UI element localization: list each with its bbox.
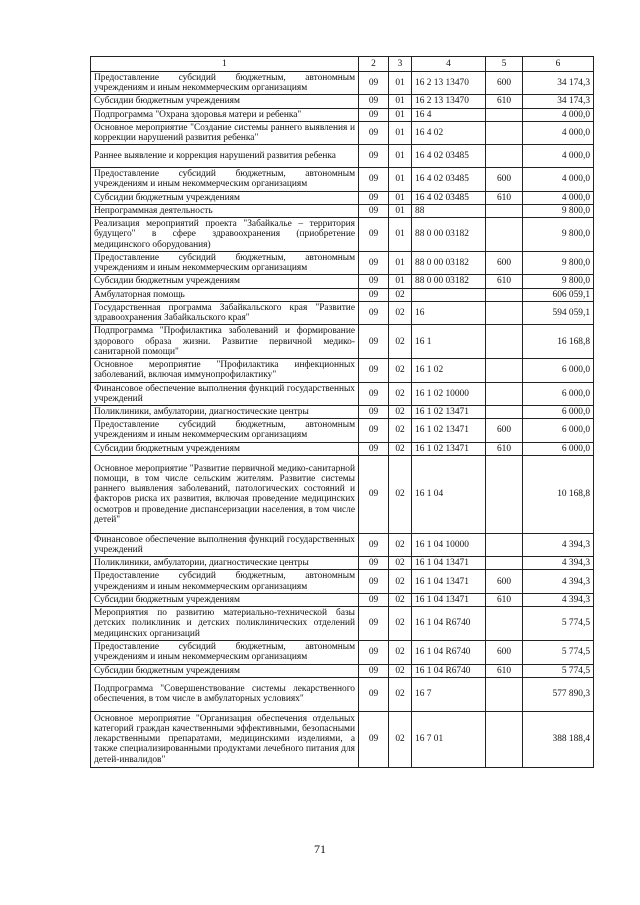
row-amount: 388 188,4 (523, 711, 594, 767)
row-target-article: 16 4 02 (412, 121, 486, 144)
row-expense-type: 600 (486, 570, 523, 593)
column-header-4: 4 (412, 57, 486, 72)
row-expense-type: 610 (486, 95, 523, 108)
budget-table (90, 56, 594, 768)
row-amount: 5 774,5 (523, 664, 594, 677)
row-expense-type (486, 533, 523, 556)
table-row (91, 108, 594, 121)
row-expense-type (486, 677, 523, 711)
table-row (91, 382, 594, 405)
table-row (91, 204, 594, 217)
row-expense-type (486, 145, 523, 168)
row-section-code: 09 (359, 664, 389, 677)
row-amount: 4 000,0 (523, 191, 594, 204)
row-subsection-code: 02 (389, 442, 412, 455)
row-expense-type (486, 218, 523, 252)
table-row (91, 419, 594, 442)
row-subsection-code: 01 (389, 108, 412, 121)
row-subsection-code: 02 (389, 382, 412, 405)
row-description: Субсидии бюджетным учреждениям (91, 664, 359, 677)
row-amount: 6 000,0 (523, 442, 594, 455)
row-expense-type (486, 359, 523, 382)
row-description: Предоставление субсидий бюджетным, автономным учреждениям и иным некоммерческим организациям (91, 168, 359, 191)
row-section-code: 09 (359, 359, 389, 382)
row-amount: 4 000,0 (523, 145, 594, 168)
row-amount: 5 774,5 (523, 641, 594, 664)
row-subsection-code: 02 (389, 325, 412, 359)
row-amount: 9 800,0 (523, 252, 594, 275)
row-target-article: 16 1 04 (412, 455, 486, 533)
row-expense-type (486, 121, 523, 144)
row-amount: 10 168,8 (523, 455, 594, 533)
row-section-code: 09 (359, 275, 389, 288)
row-amount: 4 394,3 (523, 557, 594, 570)
row-description: Предоставление субсидий бюджетным, автономным учреждениям и иным некоммерческим организациям (91, 72, 359, 95)
row-expense-type: 600 (486, 641, 523, 664)
row-expense-type (486, 607, 523, 641)
row-amount: 16 168,8 (523, 325, 594, 359)
row-target-article: 16 4 02 03485 (412, 145, 486, 168)
row-description: Субсидии бюджетным учреждениям (91, 191, 359, 204)
row-expense-type: 610 (486, 664, 523, 677)
table-row (91, 168, 594, 191)
table-row (91, 533, 594, 556)
row-section-code: 09 (359, 641, 389, 664)
row-amount: 9 800,0 (523, 218, 594, 252)
row-expense-type: 600 (486, 72, 523, 95)
row-section-code: 09 (359, 301, 389, 324)
row-description: Субсидии бюджетным учреждениям (91, 275, 359, 288)
row-description: Предоставление субсидий бюджетным, автономным учреждениям и иным некоммерческим организациям (91, 419, 359, 442)
row-target-article: 16 2 13 13470 (412, 95, 486, 108)
row-subsection-code: 02 (389, 711, 412, 767)
row-target-article: 16 1 (412, 325, 486, 359)
table-row (91, 557, 594, 570)
table-row (91, 711, 594, 767)
table-row (91, 288, 594, 301)
row-amount: 606 059,1 (523, 288, 594, 301)
table-row (91, 677, 594, 711)
row-description: Амбулаторная помощь (91, 288, 359, 301)
row-amount: 6 000,0 (523, 406, 594, 419)
row-section-code: 09 (359, 218, 389, 252)
row-description: Подпрограмма "Профилактика заболеваний и формирование здорового образа жизни. Развитие первичной медико-санитарной помощи" (91, 325, 359, 359)
row-target-article: 16 1 04 R6740 (412, 607, 486, 641)
row-description: Основное мероприятие "Развитие первичной медико-санитарной помощи, в том числе сельским жителям. Развитие системы раннего выявления заболеваний, патологических состояний и факторов риска их развития, включая проведение медицинских осмотров и проведение диспансеризации населения, в том числе детей" (91, 455, 359, 533)
row-subsection-code: 01 (389, 168, 412, 191)
row-expense-type: 610 (486, 191, 523, 204)
row-description: Государственная программа Забайкальского края "Развитие здравоохранения Забайкальского края" (91, 301, 359, 324)
row-subsection-code: 02 (389, 677, 412, 711)
row-expense-type (486, 711, 523, 767)
row-amount: 4 394,3 (523, 533, 594, 556)
row-target-article: 16 7 01 (412, 711, 486, 767)
row-amount: 6 000,0 (523, 419, 594, 442)
row-section-code: 09 (359, 252, 389, 275)
row-amount: 6 000,0 (523, 359, 594, 382)
column-header-5: 5 (486, 57, 523, 72)
row-description: Субсидии бюджетным учреждениям (91, 95, 359, 108)
row-target-article: 16 1 02 (412, 359, 486, 382)
row-section-code: 09 (359, 108, 389, 121)
table-row (91, 191, 594, 204)
table-row (91, 325, 594, 359)
row-section-code: 09 (359, 72, 389, 95)
row-target-article: 16 1 02 10000 (412, 382, 486, 405)
row-target-article: 16 1 04 13471 (412, 557, 486, 570)
row-target-article: 88 0 00 03182 (412, 252, 486, 275)
row-amount: 5 774,5 (523, 607, 594, 641)
table-row (91, 359, 594, 382)
row-amount: 594 059,1 (523, 301, 594, 324)
row-expense-type (486, 204, 523, 217)
row-section-code: 09 (359, 711, 389, 767)
row-expense-type: 600 (486, 419, 523, 442)
table-row (91, 218, 594, 252)
row-target-article: 16 1 02 13471 (412, 442, 486, 455)
row-description: Субсидии бюджетным учреждениям (91, 442, 359, 455)
row-target-article (412, 288, 486, 301)
row-expense-type: 610 (486, 593, 523, 606)
row-subsection-code: 01 (389, 191, 412, 204)
row-description: Финансовое обеспечение выполнения функций государственных учреждений (91, 382, 359, 405)
row-expense-type (486, 455, 523, 533)
row-section-code: 09 (359, 288, 389, 301)
table-row (91, 593, 594, 606)
row-section-code: 09 (359, 455, 389, 533)
row-section-code: 09 (359, 607, 389, 641)
row-description: Непрограммная деятельность (91, 204, 359, 217)
row-target-article: 88 0 00 03182 (412, 218, 486, 252)
row-description: Поликлиники, амбулатории, диагностические центры (91, 406, 359, 419)
row-description: Поликлиники, амбулатории, диагностические центры (91, 557, 359, 570)
row-target-article: 16 1 04 R6740 (412, 641, 486, 664)
row-section-code: 09 (359, 570, 389, 593)
table-row (91, 121, 594, 144)
row-description: Предоставление субсидий бюджетным, автономным учреждениям и иным некоммерческим организациям (91, 252, 359, 275)
row-subsection-code: 01 (389, 72, 412, 95)
row-amount: 577 890,3 (523, 677, 594, 711)
table-row (91, 145, 594, 168)
row-description: Субсидии бюджетным учреждениям (91, 593, 359, 606)
row-subsection-code: 01 (389, 218, 412, 252)
row-section-code: 09 (359, 168, 389, 191)
row-description: Предоставление субсидий бюджетным, автономным учреждениям и иным некоммерческим организациям (91, 641, 359, 664)
row-subsection-code: 02 (389, 593, 412, 606)
row-subsection-code: 02 (389, 664, 412, 677)
row-expense-type: 610 (486, 442, 523, 455)
row-amount: 34 174,3 (523, 72, 594, 95)
row-target-article: 16 1 04 13471 (412, 593, 486, 606)
row-expense-type (486, 406, 523, 419)
row-subsection-code: 02 (389, 557, 412, 570)
column-header-6: 6 (523, 57, 594, 72)
row-subsection-code: 01 (389, 95, 412, 108)
row-expense-type (486, 382, 523, 405)
row-description: Предоставление субсидий бюджетным, автономным учреждениям и иным некоммерческим организациям (91, 570, 359, 593)
table-row (91, 607, 594, 641)
table-row (91, 455, 594, 533)
row-section-code: 09 (359, 557, 389, 570)
row-subsection-code: 02 (389, 533, 412, 556)
table-row (91, 72, 594, 95)
row-section-code: 09 (359, 204, 389, 217)
table-row (91, 95, 594, 108)
row-subsection-code: 01 (389, 121, 412, 144)
column-header-2: 2 (359, 57, 389, 72)
row-target-article: 88 0 00 03182 (412, 275, 486, 288)
row-target-article: 16 1 04 10000 (412, 533, 486, 556)
row-expense-type (486, 301, 523, 324)
row-target-article: 16 4 02 03485 (412, 191, 486, 204)
row-amount: 34 174,3 (523, 95, 594, 108)
column-header-1: 1 (91, 57, 359, 72)
table-row (91, 275, 594, 288)
row-amount: 4 000,0 (523, 108, 594, 121)
column-header-3: 3 (389, 57, 412, 72)
row-section-code: 09 (359, 533, 389, 556)
row-subsection-code: 02 (389, 301, 412, 324)
table-row (91, 252, 594, 275)
row-expense-type (486, 325, 523, 359)
row-description: Финансовое обеспечение выполнения функций государственных учреждений (91, 533, 359, 556)
row-section-code: 09 (359, 191, 389, 204)
row-subsection-code: 01 (389, 252, 412, 275)
row-expense-type: 610 (486, 275, 523, 288)
row-target-article: 16 4 (412, 108, 486, 121)
row-subsection-code: 02 (389, 419, 412, 442)
table-row (91, 301, 594, 324)
row-subsection-code: 01 (389, 204, 412, 217)
row-description: Подпрограмма "Совершенствование системы лекарственного обеспечения, в том числе в амбулаторных условиях" (91, 677, 359, 711)
row-description: Подпрограмма "Охрана здоровья матери и ребенка" (91, 108, 359, 121)
row-description: Основное мероприятие "Организация обеспечения отдельных категорий граждан качественными эффективными, безопасными лекарственными препаратами, медицинскими изделиями, а также специализированными продуктами лечебного питания для детей-инвалидов" (91, 711, 359, 767)
row-amount: 4 394,3 (523, 570, 594, 593)
row-subsection-code: 02 (389, 455, 412, 533)
row-target-article: 88 (412, 204, 486, 217)
row-expense-type: 600 (486, 252, 523, 275)
row-description: Основное мероприятие "Профилактика инфекционных заболеваний, включая иммунопрофилактику" (91, 359, 359, 382)
row-subsection-code: 01 (389, 275, 412, 288)
table-row (91, 442, 594, 455)
row-section-code: 09 (359, 325, 389, 359)
row-target-article: 16 1 04 R6740 (412, 664, 486, 677)
row-subsection-code: 02 (389, 607, 412, 641)
table-header-row (91, 57, 594, 72)
row-description: Мероприятия по развитию материально-технической базы детских поликлиник и детских поликлинических отделений медицинских организаций (91, 607, 359, 641)
row-description: Реализация мероприятий проекта "Забайкалье – территория будущего" в сфере здравоохранения (приобретение медицинского оборудования) (91, 218, 359, 252)
row-amount: 9 800,0 (523, 275, 594, 288)
row-target-article: 16 1 04 13471 (412, 570, 486, 593)
table-row (91, 641, 594, 664)
row-section-code: 09 (359, 406, 389, 419)
row-section-code: 09 (359, 442, 389, 455)
row-amount: 4 000,0 (523, 168, 594, 191)
page-number: 71 (314, 842, 326, 856)
row-amount: 6 000,0 (523, 382, 594, 405)
row-subsection-code: 01 (389, 145, 412, 168)
row-amount: 9 800,0 (523, 204, 594, 217)
row-target-article: 16 4 02 03485 (412, 168, 486, 191)
row-target-article: 16 1 02 13471 (412, 419, 486, 442)
row-section-code: 09 (359, 145, 389, 168)
table-row (91, 570, 594, 593)
row-target-article: 16 (412, 301, 486, 324)
row-subsection-code: 02 (389, 359, 412, 382)
row-expense-type (486, 557, 523, 570)
row-section-code: 09 (359, 419, 389, 442)
row-subsection-code: 02 (389, 641, 412, 664)
row-amount: 4 000,0 (523, 121, 594, 144)
row-section-code: 09 (359, 95, 389, 108)
row-target-article: 16 2 13 13470 (412, 72, 486, 95)
row-subsection-code: 02 (389, 570, 412, 593)
row-subsection-code: 02 (389, 406, 412, 419)
row-amount: 4 394,3 (523, 593, 594, 606)
row-target-article: 16 7 (412, 677, 486, 711)
row-description: Основное мероприятие "Создание системы раннего выявления и коррекции нарушений развития ребенка" (91, 121, 359, 144)
row-subsection-code: 02 (389, 288, 412, 301)
row-expense-type: 600 (486, 168, 523, 191)
table-body (91, 72, 594, 768)
row-section-code: 09 (359, 677, 389, 711)
row-section-code: 09 (359, 382, 389, 405)
row-target-article: 16 1 02 13471 (412, 406, 486, 419)
row-section-code: 09 (359, 593, 389, 606)
row-expense-type (486, 108, 523, 121)
table-row (91, 664, 594, 677)
row-expense-type (486, 288, 523, 301)
table-row (91, 406, 594, 419)
row-section-code: 09 (359, 121, 389, 144)
budget-table-page (90, 56, 593, 768)
row-description: Раннее выявление и коррекция нарушений развития ребенка (91, 145, 359, 168)
